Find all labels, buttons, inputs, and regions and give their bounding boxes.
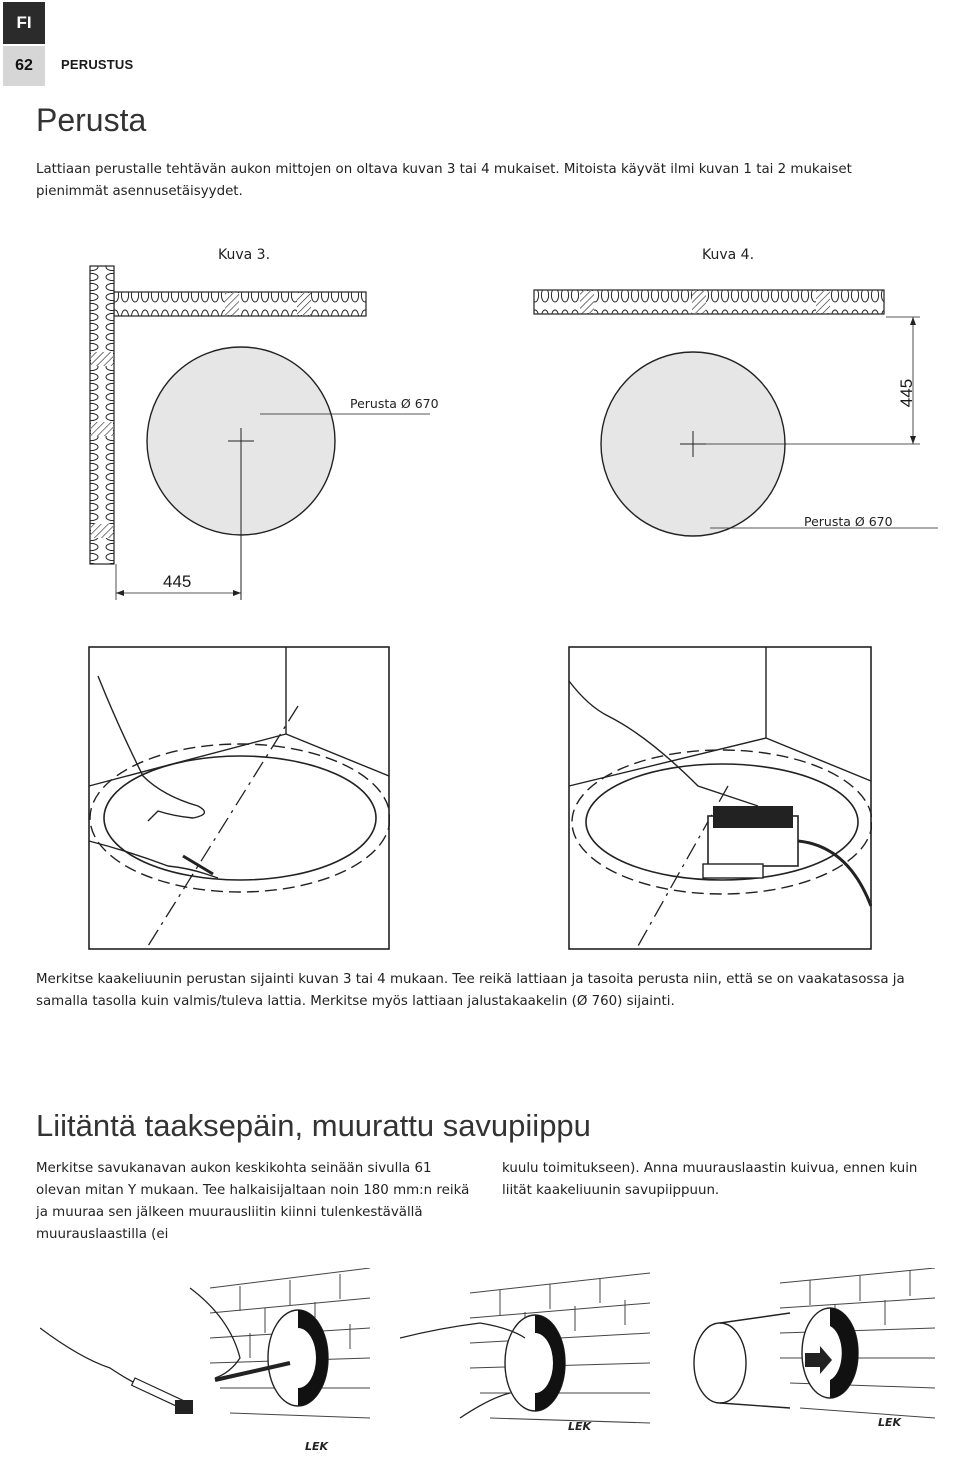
wall-stud [297,293,311,315]
wall-stud [580,291,594,313]
figure-4-diagram [520,262,940,537]
connector-inserted-illustration [680,1268,940,1448]
mortaring-connector-illustration [400,1268,660,1458]
figure-3-label: Perusta Ø 670 [350,396,439,411]
brand-mark: LEK [305,1440,329,1453]
wall-stud [692,291,706,313]
figure-4-caption: Kuva 4. [702,247,755,263]
instructions-paragraph: Merkitse kaakeliuunin perustan sijainti kuvan 3 tai 4 mukaan. Tee reikä lattiaan ja tasoita perusta niin, että se on vaakatasossa ja samalla tasolla kuin valmis/tuleva lattia. Merkitse myös lattiaan jalustakaakelin (Ø 760) sijainti. [36,972,905,1009]
wall-insulation-left [90,266,114,564]
wall-stud [91,524,113,538]
figure-4-dimension: 445 [897,378,917,408]
cutting-floor-illustration [568,646,872,950]
liitanta-column-1: Merkitse savukanavan aukon keskikohta seinään sivulla 61 olevan mitan Y mukaan. Tee halkaisijaltaan noin 180 mm:n reikä ja muuraa sen jälkeen muurausliitin kiinni tulenkestävällä muurauslaastilla (ei [36,1161,470,1242]
figure-3-diagram [80,262,460,607]
intro-paragraph: Lattiaan perustalle tehtävän aukon mittojen on oltava kuvan 3 tai 4 mukaiset. Mitoista käyvät ilmi kuvan 1 tai 2 mukaiset pienimmät asennusetäisyydet. [36,162,852,199]
figure-3-dimension: 445 [163,572,192,591]
brand-mark: LEK [568,1420,592,1433]
wall-stud [91,422,113,436]
figure-4-label: Perusta Ø 670 [804,514,893,529]
figure-3-caption: Kuva 3. [218,247,271,263]
wall-insulation-top [114,292,366,316]
wall-stud [816,291,830,313]
brand-mark: LEK [878,1416,902,1429]
section-heading: Liitäntä taaksepäin, muurattu savupiippu [36,1108,591,1143]
section-label: PERUSTUS [61,57,134,72]
marking-floor-illustration [88,646,390,950]
page-title: Perusta [36,102,147,138]
wall-stud [91,352,113,366]
liitanta-column-2: kuulu toimitukseen). Anna muurauslaastin kuivua, ennen kuin liität kaakeliuunin savupiippuun. [502,1161,918,1198]
chiseling-hole-illustration [40,1268,380,1458]
page-number: 62 [3,46,45,86]
wall-stud [225,293,239,315]
language-tab: FI [3,2,45,44]
